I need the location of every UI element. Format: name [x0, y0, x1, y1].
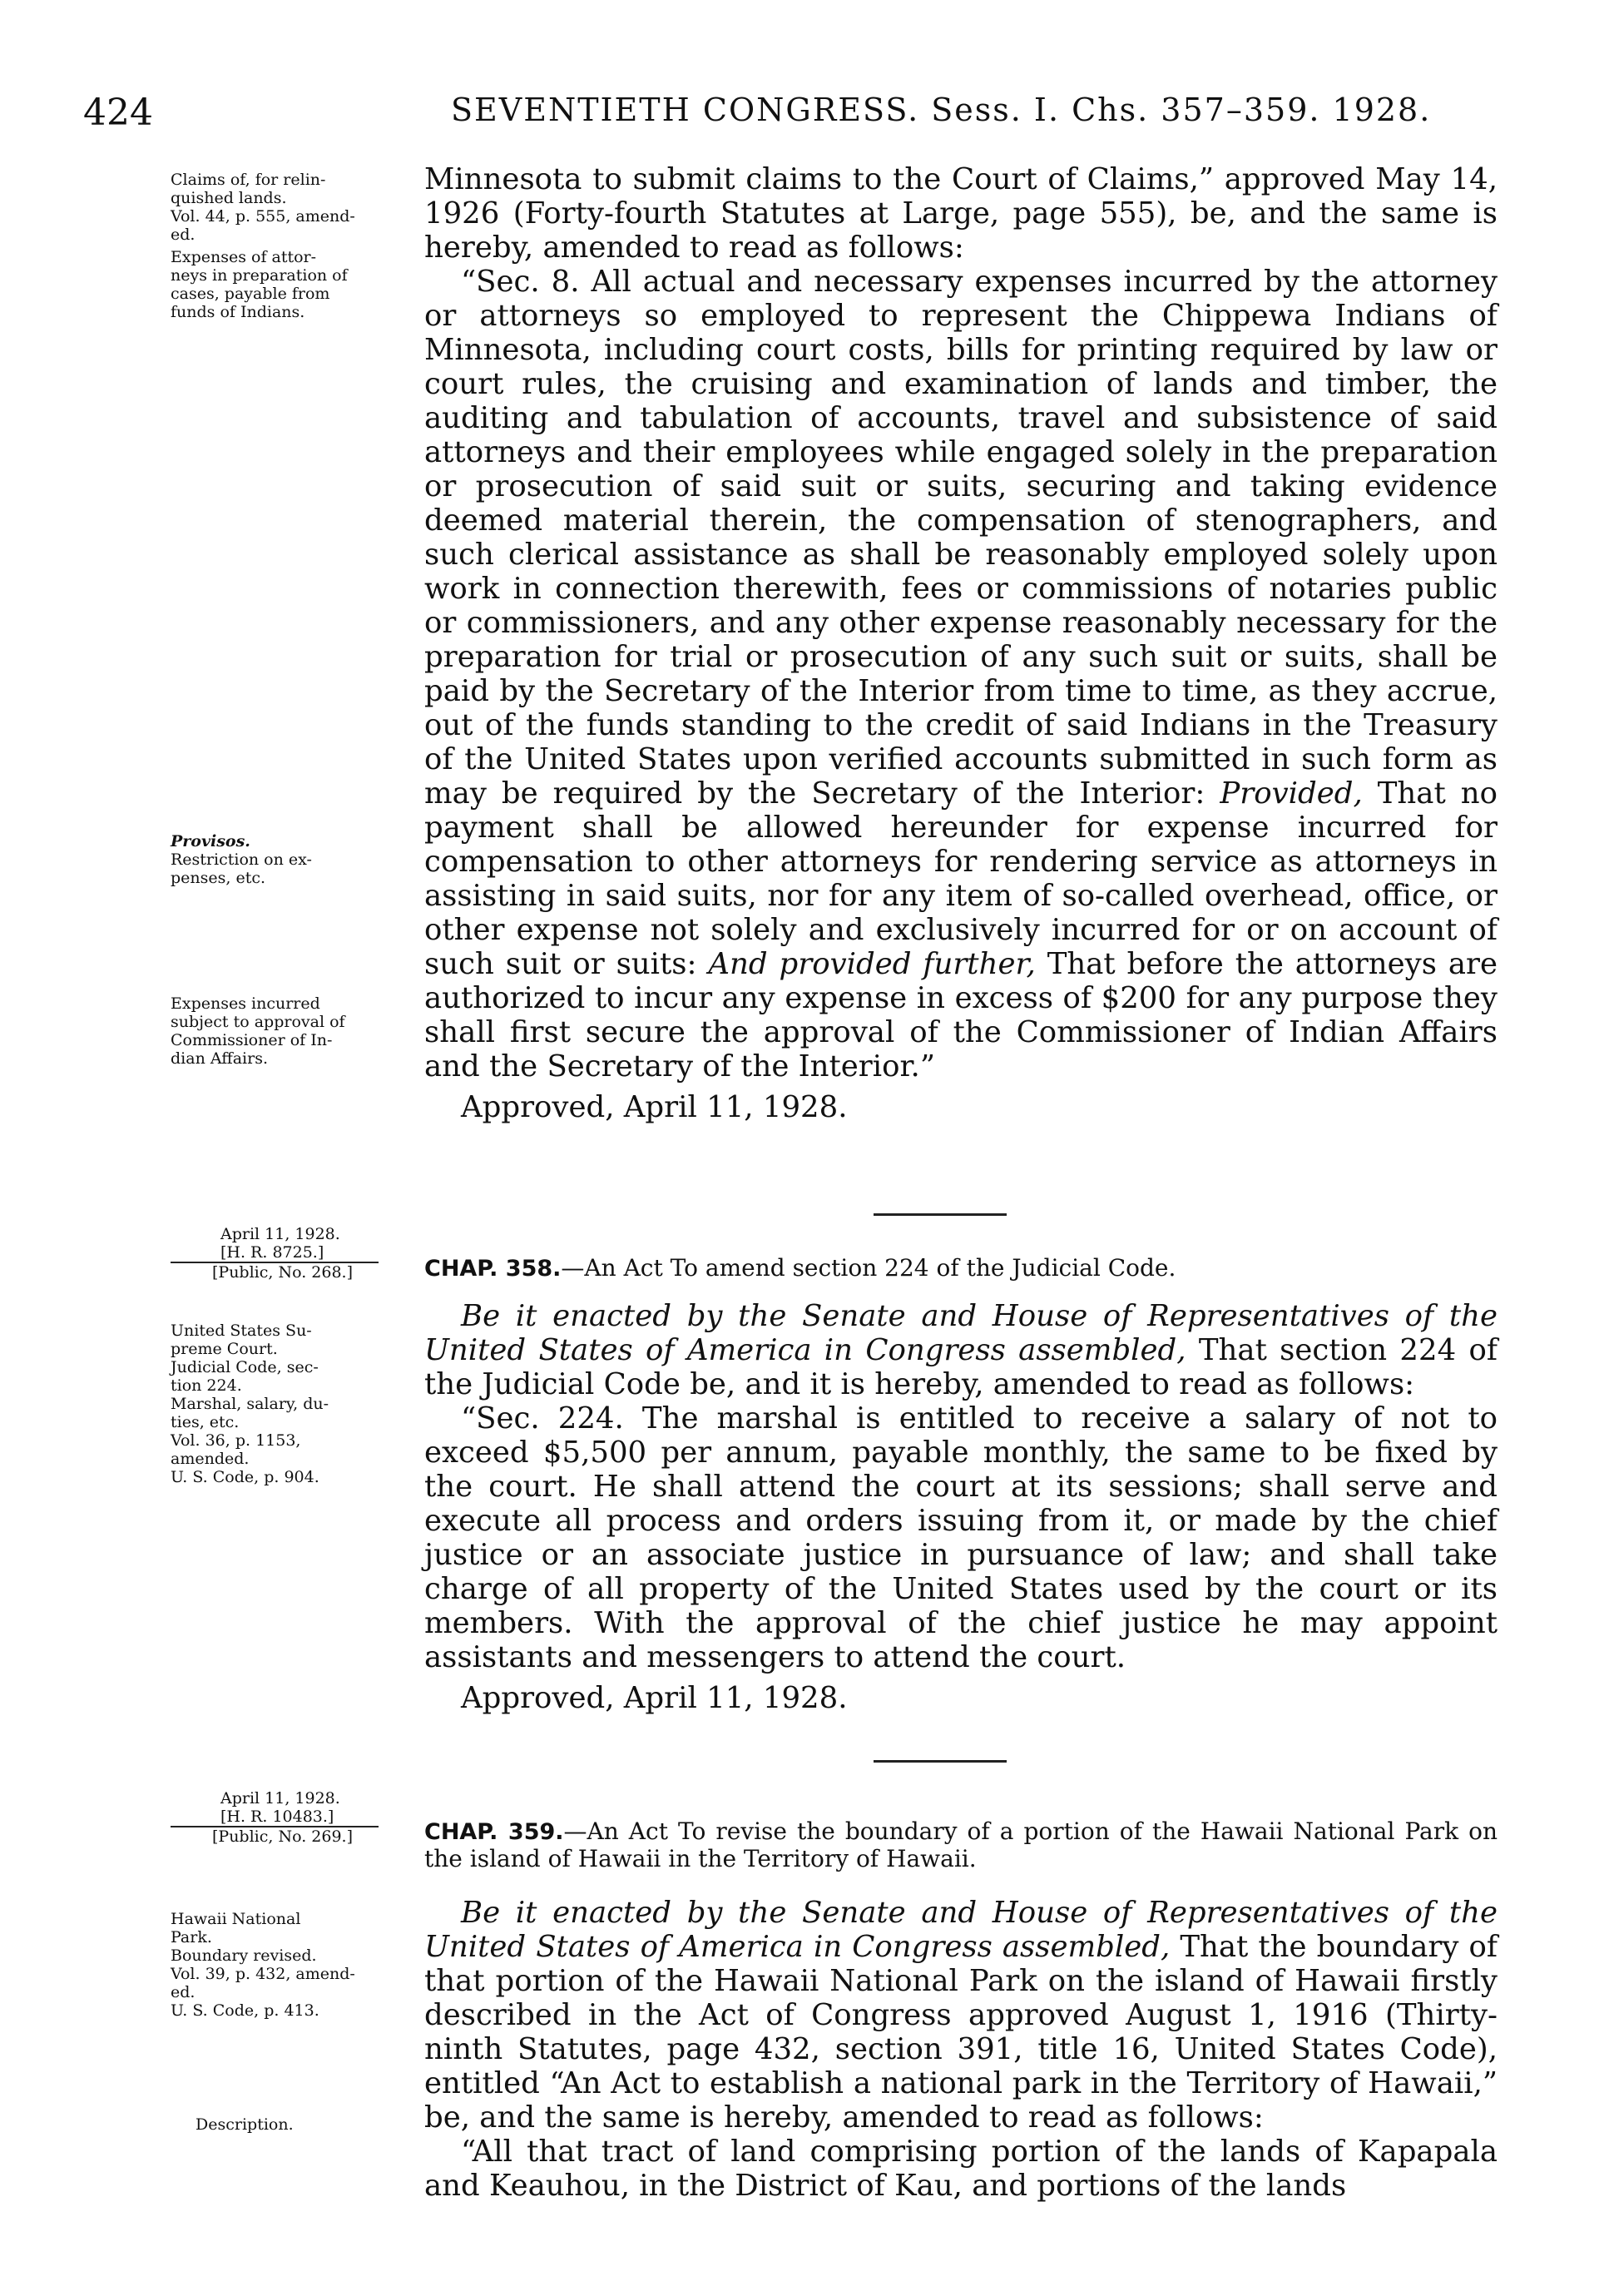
section-divider	[874, 1760, 1007, 1763]
ch359-margin-notes: Hawaii National Park. Boundary revised. Vol. 39, p. 432, amend- ed. U. S. Code, p. 413.	[171, 1910, 355, 2020]
ch358-heading: CHAP. 358.—An Act To amend section 224 of the Judicial Code.	[424, 1254, 1176, 1282]
page-header	[83, 92, 1498, 141]
ch358-enacting: Be it enacted by the Senate and House of Representatives of the United States of America in Congress assembled, That section 224 of the Judicial Code be, and it is hereby, amended to read as follows:	[424, 1299, 1498, 1401]
ch359-enacting: Be it enacted by the Senate and House of Representatives of the United States of America in Congress assembled, That the boundary of that portion of the Hawaii National Park on the island of Hawaii firstly described in the Act of Congress approved August 1, 1916 (Thirty-ninth Statutes, page 432, section 391, title 16, United States Code), entitled “An Act to establish a national park in the Territory of Hawaii,” be, and the same is hereby, amended to read as follows:	[424, 1896, 1498, 2135]
ch358-section-224: “Sec. 224. The marshal is entitled to receive a salary of not to exceed $5,500 per annum, payable monthly, the same to be fixed by the court. He shall attend the court at its sessions; shall serve and execute all process and orders issuing from it, or made by the chief justice or an associate justice in pursuance of law; and shall take charge of all property of the United States used by the court or its members. With the approval of the chief justice he may appoint assistants and messengers to attend the court.	[424, 1401, 1498, 1674]
ch359-citation: April 11, 1928. [H. R. 10483.] [Public, No. 269.]	[171, 1789, 412, 1846]
ch358-citation: April 11, 1928. [H. R. 8725.] [Public, No. 268.]	[171, 1225, 412, 1282]
margin-note-description: Description.	[196, 2115, 294, 2134]
proviso-1: Provided,	[1220, 776, 1363, 811]
ch358-approved: Approved, April 11, 1928.	[461, 1681, 848, 1715]
margin-note-approval: Expenses incurred subject to approval of Commissioner of In- dian Affairs.	[171, 994, 345, 1068]
page-number: 424	[83, 92, 153, 134]
section-divider	[874, 1213, 1007, 1216]
ch357-paragraph-1: Minnesota to submit claims to the Court of Claims,” approved May 14, 1926 (Forty-fourth Statutes at Large, page 555), be, and the same is hereby, amended to read as follows:	[424, 162, 1498, 265]
chapter-359-text	[424, 1818, 1498, 2203]
proviso-2: And provided further,	[708, 947, 1036, 981]
margin-note-claims: Claims of, for relin- quished lands. Vol. 44, p. 555, amend- ed.	[171, 171, 355, 244]
ch359-heading: CHAP. 359.—An Act To revise the boundary of a portion of the Hawaii National Park on the island of Hawaii in the Territory of Hawaii.	[424, 1817, 1498, 1872]
chapter-357-text	[424, 162, 1498, 1124]
ch358-margin-notes: United States Su- preme Court. Judicial Code, sec- tion 224. Marshal, salary, du- ties, etc. Vol. 36, p. 1153, amended. U. S. Code, p. 904.	[171, 1322, 329, 1486]
margin-note-expenses: Expenses of attor- neys in preparation of cases, payable from funds of Indians.	[171, 248, 348, 321]
running-title: SEVENTIETH CONGRESS. Sess. I. Chs. 357–359. 1928.	[451, 92, 1432, 128]
ch359-description: “All that tract of land comprising portion of the lands of Kapapala and Keauhou, in the District of Kau, and portions of the lands	[424, 2135, 1498, 2203]
ch357-approved: Approved, April 11, 1928.	[461, 1090, 848, 1124]
ch357-section-8: “Sec. 8. All actual and necessary expenses incurred by the attorney or attorneys so employed to represent the Chippewa Indians of Minnesota, including court costs, bills for printing required by law or court rules, the cruising and examination of lands and timber, the auditing and tabulation of accounts, travel and subsistence of said attorneys and their employees while engaged solely in the preparation or prosecution of said suit or suits, securing and taking evidence deemed material therein, the compensation of stenographers, and such clerical assistance as shall be reasonably employed solely upon work in connection therewith, fees or commissions of notaries public or commissioners, and any other expense reasonably necessary for the preparation for trial or prosecution of any such suit or suits, shall be paid by the Secretary of the Interior from time to time, as they accrue, out of the funds standing to the credit of said Indians in the Treasury of the United States upon verified accounts submitted in such form as may be required by the Secretary of the Interior: Provided, That no payment shall be allowed hereunder for expense incurred for compensation to other attorneys for rendering service as attorneys in assisting in said suits, nor for any item of so-called overhead, office, or other expense not solely and exclusively incurred for or on account of such suit or suits: And provided further, That before the attorneys are authorized to incur any expense in excess of $200 for any purpose they shall first secure the approval of the Commissioner of Indian Affairs and the Secretary of the Interior.”	[424, 265, 1498, 1084]
chapter-358-text	[424, 1255, 1498, 1715]
margin-note-provisos: Provisos. Restriction on ex- penses, etc.	[171, 832, 312, 887]
